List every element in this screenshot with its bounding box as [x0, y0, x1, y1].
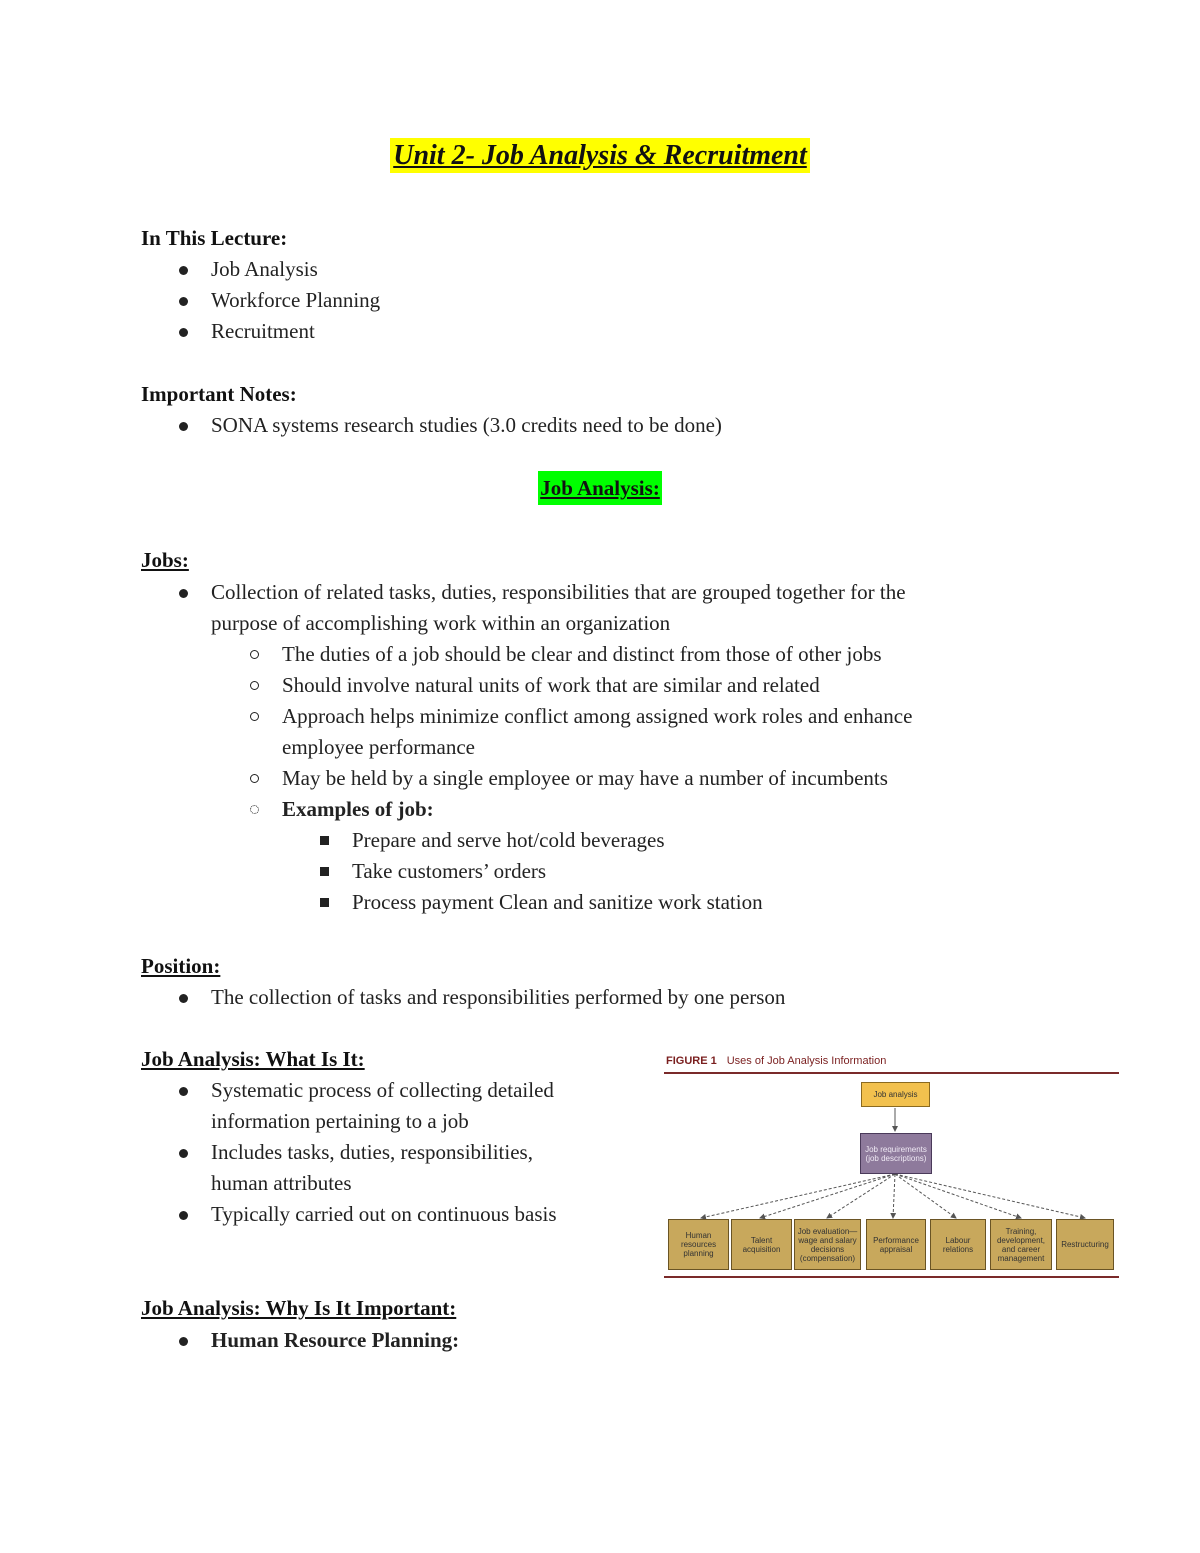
- figure-box-labour-relations: Labour relations: [930, 1219, 986, 1270]
- list-item: Typically carried out on continuous basis: [0, 1199, 557, 1230]
- document-title: Unit 2- Job Analysis & Recruitment: [390, 138, 810, 173]
- section-heading: Job Analysis:: [538, 471, 662, 505]
- sub-list-item: Approach helps minimize conflict among assigned work roles and enhance: [0, 701, 912, 732]
- why-heading: Job Analysis: Why Is It Important:: [141, 1296, 457, 1320]
- sub-list-item: The duties of a job should be clear and distinct from those of other jobs: [0, 639, 912, 670]
- list-item-continuation: information pertaining to a job: [211, 1109, 469, 1133]
- list-item: Systematic process of collecting detailed: [0, 1075, 557, 1106]
- figure-box-hr-planning: Human resources planning: [668, 1219, 729, 1270]
- figure-caption: Uses of Job Analysis Information: [726, 1055, 887, 1067]
- section-heading-wrap: [0, 476, 1200, 501]
- lecture-heading: In This Lecture:: [141, 226, 288, 250]
- position-heading: Position:: [141, 954, 221, 978]
- list-item: Workforce Planning: [0, 285, 380, 316]
- list-item: Job Analysis: [0, 254, 380, 285]
- figure-box-training: Training, development, and career management: [990, 1219, 1052, 1270]
- list-item: SONA systems research studies (3.0 credits need to be done): [0, 410, 722, 441]
- list-item: The collection of tasks and responsibilities performed by one person: [0, 982, 785, 1013]
- notes-list: [0, 410, 722, 441]
- figure-box-talent-acquisition: Talent acquisition: [731, 1219, 792, 1270]
- example-item: Take customers’ orders: [0, 856, 912, 887]
- figure-label: FIGURE 1: [666, 1055, 717, 1067]
- notes-heading: Important Notes:: [141, 382, 297, 406]
- figure-box-performance-appraisal: Performance appraisal: [866, 1219, 926, 1270]
- sub-list-item: Should involve natural units of work that are similar and related: [0, 670, 912, 701]
- list-item: Recruitment: [0, 316, 380, 347]
- document-title-wrap: [0, 140, 1200, 172]
- sub-list-item: May be held by a single employee or may have a number of incumbents: [0, 763, 912, 794]
- position-list: [0, 982, 785, 1013]
- figure-box-restructuring: Restructuring: [1056, 1219, 1114, 1270]
- jobs-list: [0, 577, 912, 918]
- figure-box-job-analysis: Job analysis: [861, 1082, 930, 1107]
- list-item-continuation: human attributes: [211, 1171, 352, 1195]
- sub-list-item-continuation: employee performance: [282, 735, 475, 759]
- example-item: Prepare and serve hot/cold beverages: [0, 825, 912, 856]
- figure-bottom-rule: [664, 1276, 1119, 1278]
- why-list: [0, 1325, 459, 1356]
- job-analysis-figure: [664, 1055, 1119, 1281]
- list-item: Collection of related tasks, duties, responsibilities that are grouped together for the: [0, 577, 912, 608]
- example-item: Process payment Clean and sanitize work station: [0, 887, 912, 918]
- what-list: [0, 1075, 557, 1230]
- list-item-continuation: purpose of accomplishing work within an organization: [211, 611, 671, 635]
- figure-box-job-requirements: Job requirements (job descriptions): [860, 1133, 932, 1174]
- list-item: Human Resource Planning:: [0, 1325, 459, 1356]
- jobs-heading: Jobs:: [141, 548, 189, 572]
- list-item: Includes tasks, duties, responsibilities,: [0, 1137, 557, 1168]
- figure-box-job-evaluation: Job evaluation—wage and salary decisions (compensation): [794, 1219, 861, 1270]
- examples-heading: Examples of job:: [0, 794, 912, 825]
- what-heading: Job Analysis: What Is It:: [141, 1047, 365, 1071]
- lecture-list: [0, 254, 380, 347]
